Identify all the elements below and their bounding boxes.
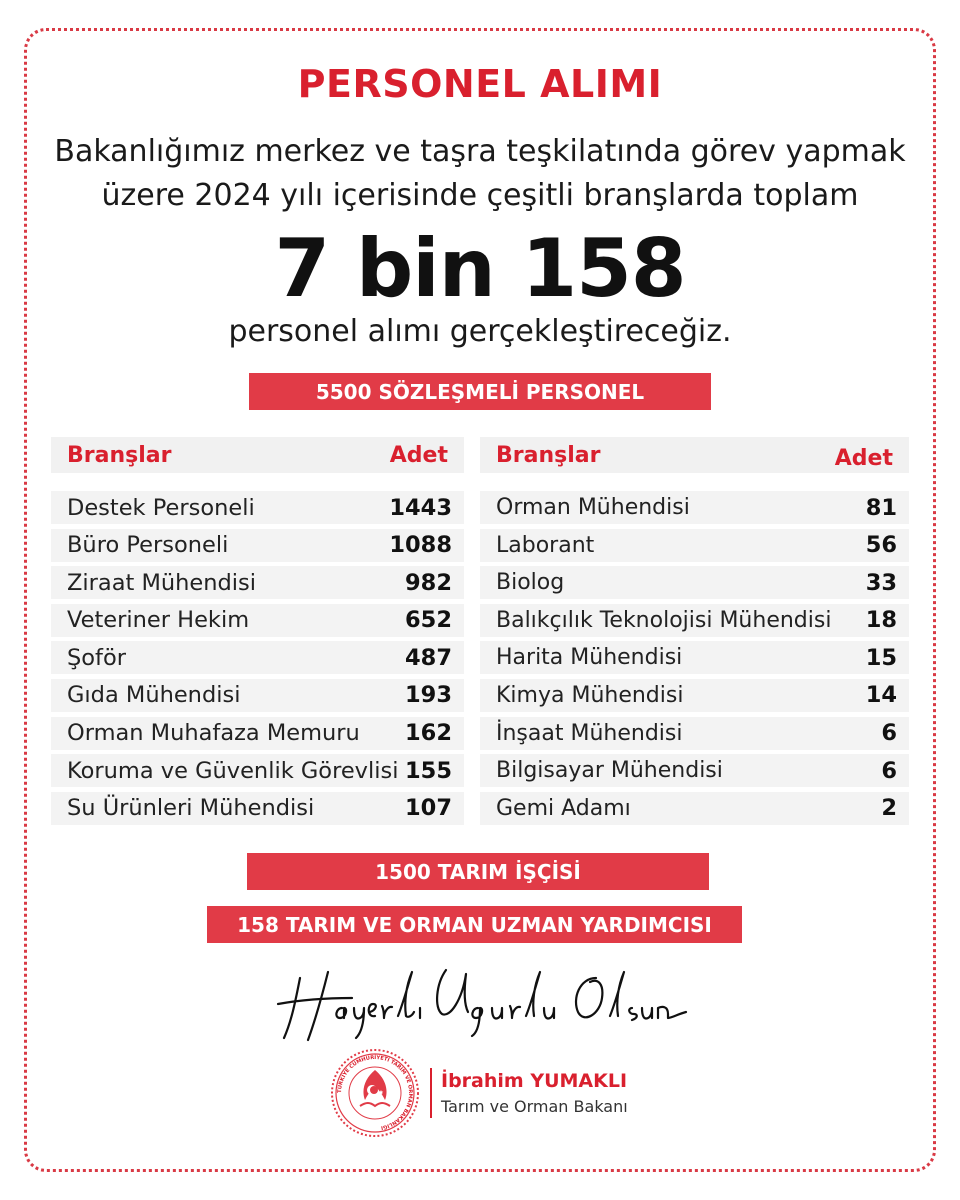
branch-name: Koruma ve Güvenlik Görevlisi — [67, 757, 399, 784]
outro-text: personel alımı gerçekleştireceğiz. — [228, 314, 732, 349]
branch-count: 14 — [865, 682, 897, 709]
branch-count: 652 — [405, 607, 452, 634]
header-branch: Branşlar — [496, 442, 601, 468]
header-count: Adet — [389, 442, 448, 468]
table-header — [51, 437, 464, 473]
branch-name: Bilgisayar Mühendisi — [496, 758, 723, 784]
banner-farm-workers: 1500 TARIM İŞÇİSİ — [247, 853, 709, 890]
branch-name: Ziraat Mühendisi — [67, 569, 257, 596]
branch-name: Gıda Mühendisi — [67, 682, 241, 709]
seal-text: TÜRKİYE CUMHURİYETİ TARIM VE ORMAN BAKANLIĞI — [336, 1054, 414, 1131]
branch-table-right — [480, 437, 909, 829]
minister-title: Tarım ve Orman Bakanı — [441, 1097, 628, 1116]
branch-name: Destek Personeli — [67, 494, 255, 521]
branch-name: Büro Personeli — [67, 532, 229, 559]
branch-name: Gemi Adamı — [496, 795, 631, 821]
branch-table-left — [51, 437, 464, 829]
branch-name: Su Ürünleri Mühendisi — [67, 795, 315, 822]
table-row — [51, 529, 464, 562]
branch-count: 81 — [865, 494, 897, 521]
header-count: Adet — [834, 445, 893, 471]
intro-line-1: Bakanlığımız merkez ve taşra teşkilatında görev yapmak — [54, 134, 906, 169]
table-header — [480, 437, 909, 473]
table-row — [51, 792, 464, 825]
table-row — [51, 717, 464, 750]
handwritten-signature-icon — [270, 958, 690, 1048]
name-divider — [430, 1068, 432, 1118]
table-row — [480, 491, 909, 524]
branch-name: Biolog — [496, 570, 565, 596]
branch-count: 33 — [865, 569, 897, 596]
table-row — [480, 792, 909, 825]
minister-name: İbrahim YUMAKLI — [441, 1070, 628, 1092]
intro-line-2: üzere 2024 yılı içerisinde çeşitli branşlarda toplam — [101, 178, 859, 213]
branch-name: Orman Muhafaza Memuru — [67, 720, 360, 747]
table-row — [480, 566, 909, 599]
branch-count: 15 — [865, 644, 897, 671]
branch-name: Şoför — [67, 644, 126, 671]
branch-count: 2 — [881, 795, 897, 822]
table-row — [480, 717, 909, 750]
branch-count: 193 — [405, 682, 452, 709]
branch-count: 162 — [405, 720, 452, 747]
table-body — [51, 491, 464, 825]
branch-count: 107 — [405, 795, 452, 822]
branch-count: 155 — [405, 757, 452, 784]
branch-count: 487 — [405, 644, 452, 671]
branch-name: Balıkçılık Teknolojisi Mühendisi — [496, 607, 832, 633]
branch-name: Laborant — [496, 532, 595, 558]
table-body — [480, 491, 909, 825]
table-row — [480, 529, 909, 562]
table-row — [51, 641, 464, 674]
branch-name: İnşaat Mühendisi — [496, 720, 683, 746]
table-row — [51, 491, 464, 524]
branch-count: 1443 — [389, 494, 452, 521]
table-row — [51, 566, 464, 599]
banner-expert-assistants: 158 TARIM VE ORMAN UZMAN YARDIMCISI — [207, 906, 742, 943]
branch-count: 6 — [881, 757, 897, 784]
branch-count: 6 — [881, 720, 897, 747]
table-row — [480, 679, 909, 712]
table-row — [480, 641, 909, 674]
header-branch: Branşlar — [67, 442, 172, 468]
table-row — [51, 754, 464, 787]
intro-text — [0, 130, 960, 218]
branch-name: Veteriner Hekim — [67, 607, 250, 634]
banner-contract-personnel: 5500 SÖZLEŞMELİ PERSONEL — [249, 373, 711, 410]
branch-count: 1088 — [389, 532, 452, 559]
total-count: 7 bin 158 — [274, 222, 686, 315]
table-row — [480, 604, 909, 637]
branch-name: Orman Mühendisi — [496, 495, 690, 520]
branch-name: Kimya Mühendisi — [496, 682, 684, 708]
table-row — [480, 754, 909, 787]
branch-count: 56 — [865, 532, 897, 559]
table-row — [51, 679, 464, 712]
branch-count: 982 — [405, 569, 452, 596]
branch-count: 18 — [865, 607, 897, 634]
page-title: PERSONEL ALIMI — [297, 62, 663, 106]
table-row — [51, 604, 464, 637]
ministry-seal-icon — [330, 1048, 420, 1138]
branch-name: Harita Mühendisi — [496, 645, 683, 671]
